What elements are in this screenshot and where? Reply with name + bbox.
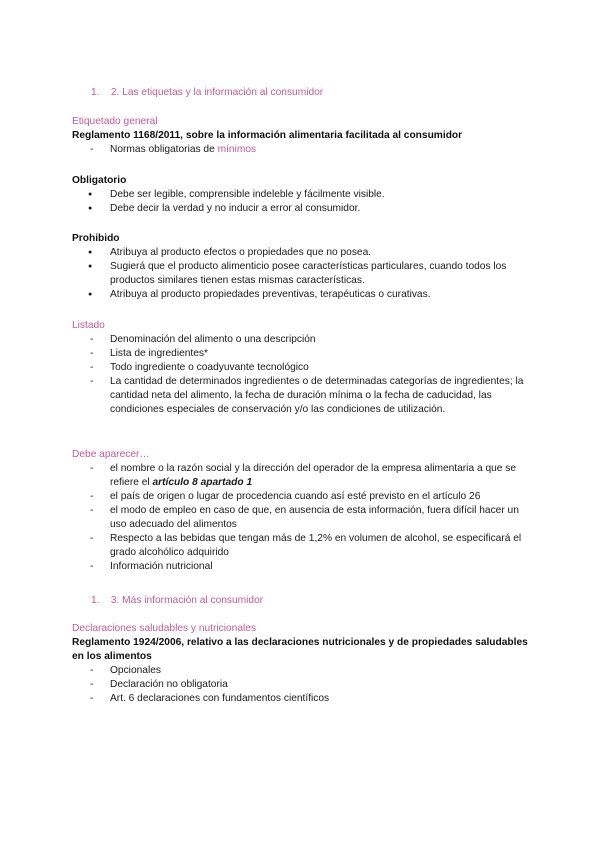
etiquetado-section bbox=[72, 115, 532, 157]
subheading-debe-aparecer: Debe aparecer… bbox=[72, 449, 150, 460]
list-item: - La cantidad de determinados ingredientes o de determinadas categorías de ingredientes; la cantidad neta del alimento, la fecha de duración mínima o la fecha de caducidad, las condiciones especiales de conservación y/o las condiciones de utilización. bbox=[72, 375, 532, 417]
section-heading-3 bbox=[91, 594, 263, 608]
list-item bbox=[72, 143, 532, 157]
list-item: - Información nutricional bbox=[72, 560, 532, 574]
list-item: - Art. 6 declaraciones con fundamentos científicos bbox=[72, 692, 532, 706]
list-item: - Respecto a las bebidas que tengan más de 1,2% en volumen de alcohol, se especificará el grado alcohólico adquirido bbox=[72, 532, 532, 560]
list-item: - Opcionales bbox=[72, 664, 532, 678]
debe-aparecer-list bbox=[72, 462, 532, 574]
list-item: - Lista de ingredientes* bbox=[72, 347, 532, 361]
obligatorio-list bbox=[72, 188, 532, 216]
regulation-1924: Reglamento 1924/2006, relativo a las declaraciones nutricionales y de propiedades saludables en los alimentos bbox=[72, 637, 528, 662]
list-item: - Denominación del alimento o una descripción bbox=[72, 333, 532, 347]
section-title: 2. Las etiquetas y la información al consumidor bbox=[110, 87, 324, 98]
subheading-obligatorio: Obligatorio bbox=[72, 175, 127, 186]
prohibido-section bbox=[72, 232, 532, 302]
obligatorio-section bbox=[72, 174, 532, 216]
etiquetado-list bbox=[72, 143, 532, 157]
list-item: - el país de origen o lugar de procedencia cuando así esté previsto en el artículo 26 bbox=[72, 490, 532, 504]
list-item: - el modo de empleo en caso de que, en ausencia de esta información, fuera difícil hacer un uso adecuado del alimentos bbox=[72, 504, 532, 532]
listado-section bbox=[72, 319, 532, 417]
subheading-prohibido: Prohibido bbox=[72, 233, 120, 244]
regulation-1168: Reglamento 1168/2011, sobre la información alimentaria facilitada al consumidor bbox=[72, 130, 463, 141]
prohibido-list bbox=[72, 246, 532, 302]
list-item: ● Atribuya al producto propiedades preventivas, terapéuticas o curativas. bbox=[72, 288, 532, 302]
list-item: ● Debe ser legible, comprensible indeleble y fácilmente visible. bbox=[72, 188, 532, 202]
declaraciones-section bbox=[72, 622, 532, 706]
item-text: Normas obligatorias de bbox=[110, 144, 218, 155]
emphasis-text: artículo 8 apartado 1 bbox=[152, 477, 253, 488]
list-item: ● Debe decir la verdad y no inducir a error al consumidor. bbox=[72, 202, 532, 216]
subheading-declaraciones: Declaraciones saludables y nutricionales bbox=[72, 623, 257, 634]
list-item: ● Atribuya al producto efectos o propiedades que no posea. bbox=[72, 246, 532, 260]
item-text: el nombre o la razón social y la dirección del operador de la empresa alimentaria a que se refiere el bbox=[110, 463, 517, 488]
section-number: 1. bbox=[91, 595, 100, 606]
declaraciones-list bbox=[72, 664, 532, 706]
highlight-text: mínimos bbox=[217, 144, 257, 155]
section-number: 1. bbox=[91, 87, 100, 98]
section-title: 3. Más información al consumidor bbox=[110, 595, 264, 606]
list-item: ● Sugierá que el producto alimenticio posee características particulares, cuando todos los productos similares tienen estas mismas características. bbox=[72, 260, 532, 288]
subheading-listado: Listado bbox=[72, 320, 105, 331]
list-item: - Declaración no obligatoria bbox=[72, 678, 532, 692]
list-item: - Todo ingrediente o coadyuvante tecnológico bbox=[72, 361, 532, 375]
listado-list bbox=[72, 333, 532, 417]
subheading-etiquetado: Etiquetado general bbox=[72, 116, 158, 127]
list-item bbox=[72, 462, 532, 490]
debe-aparecer-section bbox=[72, 448, 532, 574]
section-heading-2 bbox=[91, 86, 323, 100]
